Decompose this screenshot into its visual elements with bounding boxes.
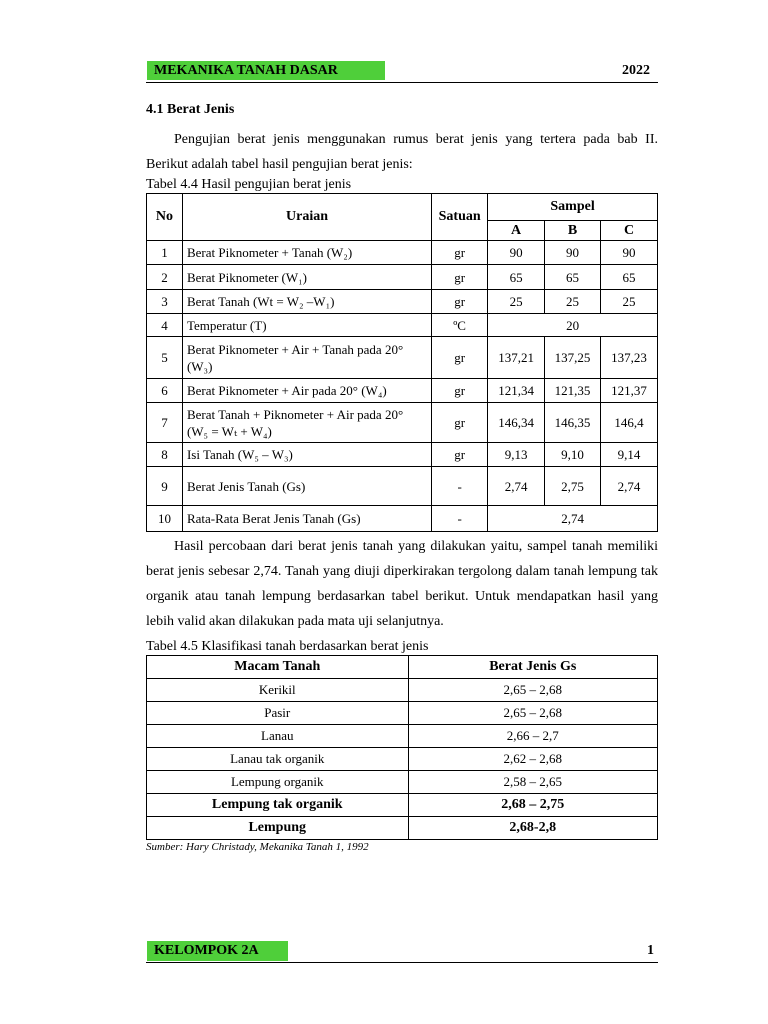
- cell-c: 146,4: [601, 403, 658, 443]
- result-paragraph: Hasil percobaan dari berat jenis tanah yang dilakukan yaitu, sampel tanah memiliki berat jenis sebesar 2,74. Tanah yang diuji diperkirakan tergolong dalam tanah lempung tak organik atau tanah lempung berdasarkan tabel berikut. Untuk mendapatkan hasil yang lebih valid akan dilakukan pada mata uji selanjutnya.: [146, 539, 658, 629]
- cell-b: 146,35: [545, 403, 601, 443]
- cell-satuan: gr: [432, 443, 488, 467]
- page-footer: [146, 940, 658, 963]
- cell-a: 25: [488, 290, 545, 314]
- cell-satuan: gr: [432, 290, 488, 314]
- page-number: 1: [647, 943, 654, 958]
- cell-b: 9,10: [545, 443, 601, 467]
- cell-b: 90: [545, 241, 601, 265]
- cell-b: 65: [545, 265, 601, 290]
- cell-merged-value: 20: [488, 314, 658, 337]
- cell-soil-type: Pasir: [147, 702, 409, 725]
- cell-uraian: Berat Piknometer + Air + Tanah pada 20° (W₃): [182, 337, 431, 379]
- cell-a: 65: [488, 265, 545, 290]
- cell-no: 6: [147, 379, 183, 403]
- cell-no: 10: [147, 506, 183, 532]
- cell-a: 121,34: [488, 379, 545, 403]
- table-row: [147, 748, 658, 771]
- header-berat-jenis: Berat Jenis Gs: [408, 656, 658, 679]
- table-row: [147, 702, 658, 725]
- header-satuan: Satuan: [432, 194, 488, 241]
- table1-caption: Tabel 4.4 Hasil pengujian berat jenis: [146, 177, 352, 192]
- cell-gs-range: 2,65 – 2,68: [408, 702, 658, 725]
- table-row-highlighted: [147, 794, 658, 817]
- cell-soil-type: Kerikil: [147, 679, 409, 702]
- table-row: [147, 379, 658, 403]
- cell-no: 4: [147, 314, 183, 337]
- header-no: No: [147, 194, 183, 241]
- cell-uraian: Temperatur (T): [182, 314, 431, 337]
- cell-c: 25: [601, 290, 658, 314]
- table-row: [147, 403, 658, 443]
- header-sample-c: C: [601, 221, 658, 241]
- header-sampel: Sampel: [488, 194, 658, 221]
- cell-b: 25: [545, 290, 601, 314]
- table-row: [147, 265, 658, 290]
- cell-uraian: Rata-Rata Berat Jenis Tanah (Gs): [182, 506, 431, 532]
- table-row: [147, 506, 658, 532]
- table-row: [147, 725, 658, 748]
- cell-uraian: Berat Tanah + Piknometer + Air pada 20° (W₅ = Wₜ + W₄): [182, 403, 431, 443]
- cell-merged-value: 2,74: [488, 506, 658, 532]
- table-source: Sumber: Hary Christady, Mekanika Tanah 1, 1992: [146, 841, 369, 853]
- cell-satuan: ºC: [432, 314, 488, 337]
- cell-c: 137,23: [601, 337, 658, 379]
- cell-gs-range: 2,62 – 2,68: [408, 748, 658, 771]
- header-sample-b: B: [545, 221, 601, 241]
- cell-no: 9: [147, 467, 183, 506]
- cell-satuan: gr: [432, 403, 488, 443]
- cell-satuan: gr: [432, 379, 488, 403]
- footer-group: KELOMPOK 2A: [147, 941, 288, 961]
- cell-uraian: Berat Piknometer (W₁): [182, 265, 431, 290]
- cell-no: 5: [147, 337, 183, 379]
- cell-b: 121,35: [545, 379, 601, 403]
- table-row: [147, 679, 658, 702]
- table-row: [147, 443, 658, 467]
- cell-b: 2,75: [545, 467, 601, 506]
- page-content: [146, 98, 658, 853]
- cell-uraian: Berat Jenis Tanah (Gs): [182, 467, 431, 506]
- cell-soil-type: Lempung: [147, 817, 409, 840]
- cell-gs-range: 2,58 – 2,65: [408, 771, 658, 794]
- cell-a: 137,21: [488, 337, 545, 379]
- table-row: [147, 337, 658, 379]
- table-row: [147, 314, 658, 337]
- cell-a: 9,13: [488, 443, 545, 467]
- header-uraian: Uraian: [182, 194, 431, 241]
- cell-no: 7: [147, 403, 183, 443]
- cell-gs-range: 2,68 – 2,75: [408, 794, 658, 817]
- table-row-highlighted: [147, 817, 658, 840]
- table-row: [147, 290, 658, 314]
- table-row: [147, 771, 658, 794]
- cell-gs-range: 2,66 – 2,7: [408, 725, 658, 748]
- table-row: [147, 241, 658, 265]
- cell-satuan: gr: [432, 265, 488, 290]
- cell-uraian: Berat Piknometer + Tanah (W₂): [182, 241, 431, 265]
- cell-satuan: -: [432, 506, 488, 532]
- cell-no: 3: [147, 290, 183, 314]
- section-title: 4.1 Berat Jenis: [146, 102, 235, 117]
- cell-satuan: gr: [432, 337, 488, 379]
- page-header: [146, 60, 658, 83]
- cell-satuan: gr: [432, 241, 488, 265]
- cell-soil-type: Lanau: [147, 725, 409, 748]
- intro-paragraph: Pengujian berat jenis menggunakan rumus berat jenis yang tertera pada bab II. Berikut adalah tabel hasil pengujian berat jenis:: [146, 132, 658, 172]
- cell-c: 9,14: [601, 443, 658, 467]
- cell-a: 2,74: [488, 467, 545, 506]
- cell-c: 65: [601, 265, 658, 290]
- header-sample-a: A: [488, 221, 545, 241]
- header-year: 2022: [622, 63, 650, 78]
- cell-no: 8: [147, 443, 183, 467]
- cell-no: 2: [147, 265, 183, 290]
- table-row: [147, 467, 658, 506]
- cell-no: 1: [147, 241, 183, 265]
- cell-c: 2,74: [601, 467, 658, 506]
- cell-c: 90: [601, 241, 658, 265]
- cell-a: 146,34: [488, 403, 545, 443]
- cell-uraian: Berat Tanah (Wt = W₂ –W₁): [182, 290, 431, 314]
- cell-c: 121,37: [601, 379, 658, 403]
- cell-satuan: -: [432, 467, 488, 506]
- cell-gs-range: 2,65 – 2,68: [408, 679, 658, 702]
- cell-soil-type: Lanau tak organik: [147, 748, 409, 771]
- header-macam-tanah: Macam Tanah: [147, 656, 409, 679]
- classification-table: [146, 655, 658, 840]
- header-title: MEKANIKA TANAH DASAR: [147, 61, 385, 80]
- cell-a: 90: [488, 241, 545, 265]
- cell-gs-range: 2,68-2,8: [408, 817, 658, 840]
- cell-uraian: Isi Tanah (W₅ – W₃): [182, 443, 431, 467]
- results-table: [146, 193, 658, 532]
- table2-caption: Tabel 4.5 Klasifikasi tanah berdasarkan berat jenis: [146, 639, 429, 654]
- cell-uraian: Berat Piknometer + Air pada 20° (W₄): [182, 379, 431, 403]
- cell-b: 137,25: [545, 337, 601, 379]
- cell-soil-type: Lempung tak organik: [147, 794, 409, 817]
- cell-soil-type: Lempung organik: [147, 771, 409, 794]
